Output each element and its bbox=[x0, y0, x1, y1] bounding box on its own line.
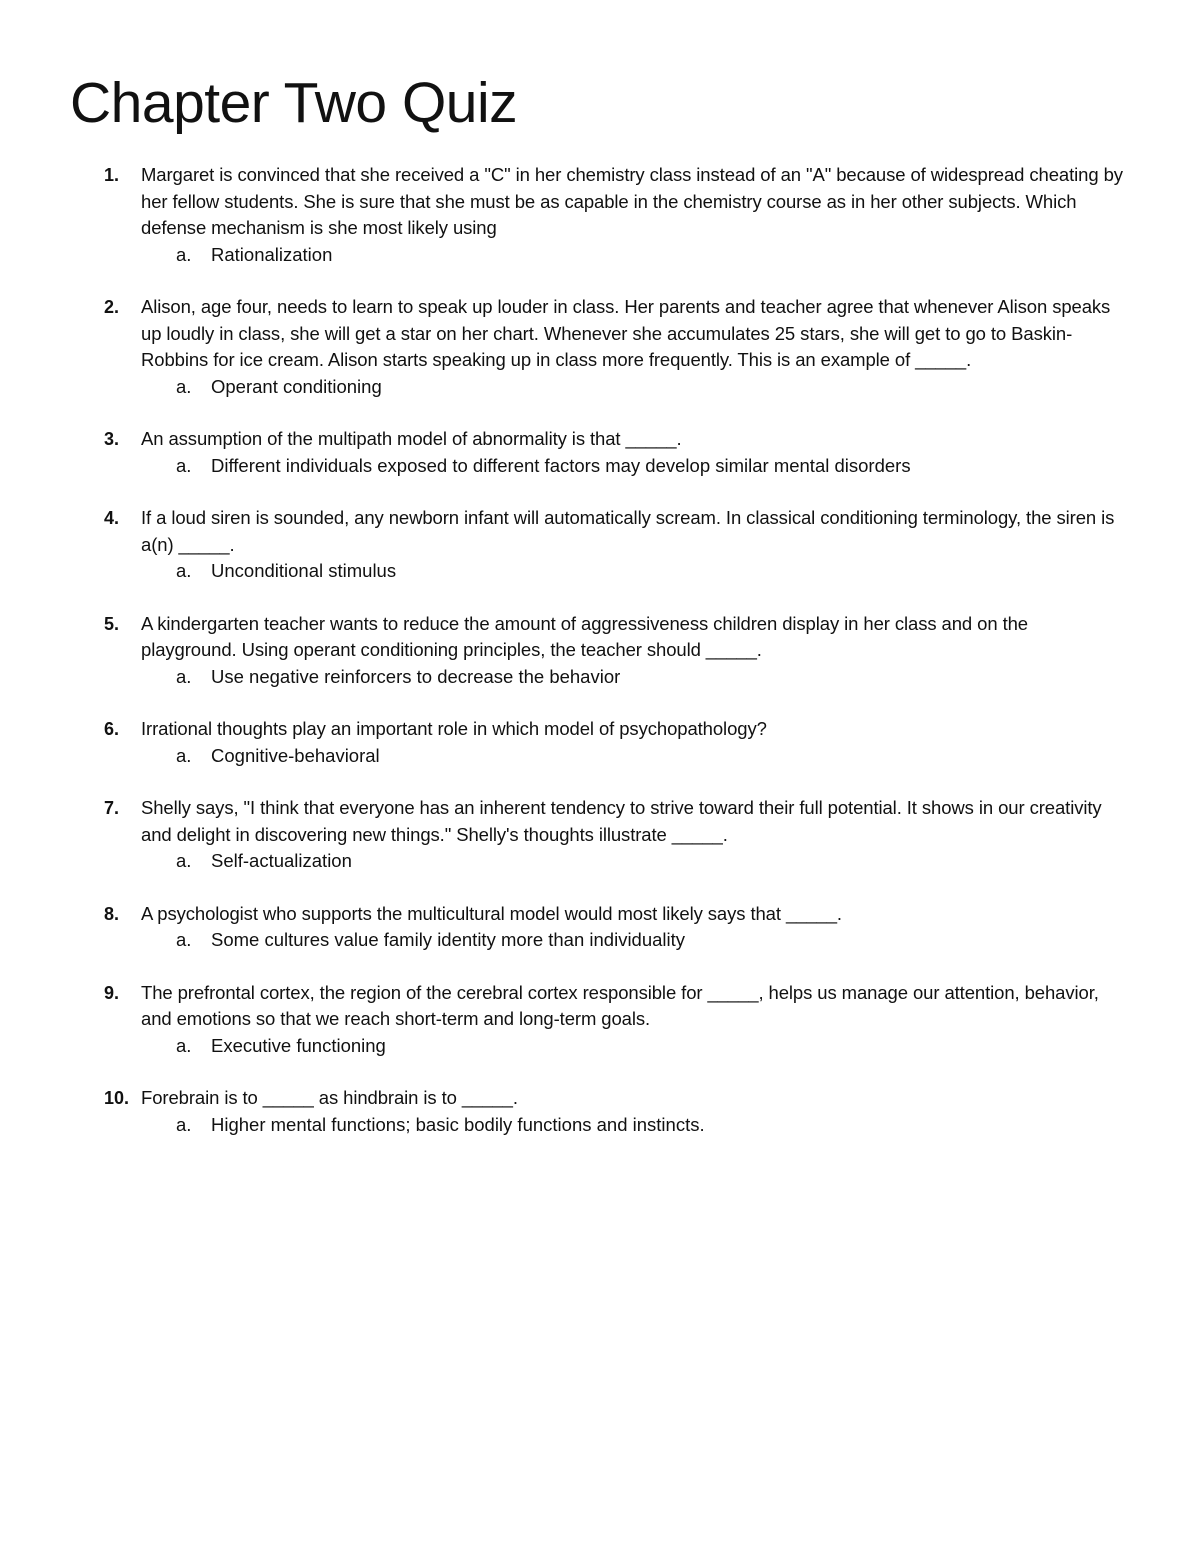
question-item bbox=[0, 426, 1200, 479]
answer-item bbox=[0, 664, 1200, 691]
answer-letter: a. bbox=[176, 560, 192, 581]
answer-letter: a. bbox=[176, 375, 192, 397]
question-number: 5. bbox=[104, 613, 120, 634]
answer-text: Self-actualization bbox=[211, 850, 352, 871]
question-number: 2. bbox=[104, 297, 120, 317]
question-item bbox=[0, 294, 1200, 400]
answer-letter: a. bbox=[176, 454, 192, 476]
question-number: 9. bbox=[104, 982, 120, 1003]
answer-letter: a. bbox=[176, 1113, 192, 1135]
question-text: Margaret is convinced that she received a "C" in her chemistry class instead of an "A" because of widespread cheating by her fellow students. She is sure that she must be as capable in the chemistry course as in her other subjects. Which defense mechanism is she most likely using bbox=[141, 164, 1123, 238]
question-item bbox=[0, 980, 1200, 1060]
answer-item bbox=[0, 1112, 1200, 1139]
question-list bbox=[0, 162, 1200, 1164]
answer-letter: a. bbox=[176, 243, 192, 265]
answer-text: Different individuals exposed to different factors may develop similar mental disorders bbox=[211, 454, 911, 476]
answer-letter: a. bbox=[176, 744, 192, 766]
answer-item bbox=[0, 453, 1200, 480]
question-number: 1. bbox=[104, 165, 120, 185]
question-text: A kindergarten teacher wants to reduce the amount of aggressiveness children display in her class and on the playground. Using operant conditioning principles, the teacher should _____. bbox=[141, 612, 1028, 660]
question-item bbox=[0, 795, 1200, 875]
answer-text: Higher mental functions; basic bodily functions and instincts. bbox=[211, 1113, 705, 1135]
answer-letter: a. bbox=[176, 665, 192, 687]
answer-text: Cognitive-behavioral bbox=[211, 744, 380, 766]
question-number: 7. bbox=[104, 798, 120, 818]
answer-item bbox=[0, 743, 1200, 770]
question-text: Shelly says, "I think that everyone has an inherent tendency to strive toward their full potential. It shows in our creativity and delight in discovering new things." Shelly's thoughts illustrate _____. bbox=[141, 797, 1102, 845]
answer-letter: a. bbox=[176, 850, 192, 871]
page-title: Chapter Two Quiz bbox=[70, 71, 518, 135]
answer-letter: a. bbox=[176, 1034, 192, 1056]
answer-item bbox=[0, 1033, 1200, 1060]
question-text: An assumption of the multipath model of abnormality is that _____. bbox=[141, 428, 682, 449]
question-item bbox=[0, 716, 1200, 769]
question-text: Irrational thoughts play an important role in which model of psychopathology? bbox=[141, 718, 767, 739]
question-number: 10. bbox=[104, 1088, 130, 1108]
answer-item bbox=[0, 927, 1200, 954]
question-text: If a loud siren is sounded, any newborn infant will automatically scream. In classical conditioning terminology, the siren is a(n) _____. bbox=[141, 507, 1115, 555]
question-item bbox=[0, 162, 1200, 268]
question-text: A psychologist who supports the multicultural model would most likely says that _____. bbox=[141, 902, 842, 924]
answer-item bbox=[0, 558, 1200, 585]
question-item bbox=[0, 1085, 1200, 1138]
question-number: 6. bbox=[104, 719, 120, 739]
question-item bbox=[0, 901, 1200, 954]
answer-text: Executive functioning bbox=[211, 1034, 386, 1056]
answer-text: Unconditional stimulus bbox=[211, 560, 397, 581]
question-number: 3. bbox=[104, 429, 120, 449]
answer-text: Operant conditioning bbox=[211, 375, 382, 397]
question-number: 4. bbox=[104, 508, 120, 528]
question-text: The prefrontal cortex, the region of the cerebral cortex responsible for _____, helps us manage our attention, behavior, and emotions so that we reach short-term and long-term goals. bbox=[141, 981, 1099, 1029]
answer-item bbox=[0, 374, 1200, 401]
question-text: Alison, age four, needs to learn to speak up louder in class. Her parents and teacher agree that whenever Alison speaks up loudly in class, she will get a star on her chart. Whenever she accumulates 25 stars, she will get to go to Baskin-Robbins for ice cream. Alison starts speaking up in class more frequently. This is an example of _____. bbox=[141, 296, 1111, 370]
question-text: Forebrain is to _____ as hindbrain is to _____. bbox=[141, 1087, 518, 1108]
answer-letter: a. bbox=[176, 929, 192, 950]
answer-text: Rationalization bbox=[211, 243, 333, 265]
answer-text: Use negative reinforcers to decrease the behavior bbox=[211, 665, 621, 687]
answer-item bbox=[0, 242, 1200, 269]
question-item bbox=[0, 505, 1200, 585]
answer-item bbox=[0, 848, 1200, 875]
question-item bbox=[0, 611, 1200, 691]
question-number: 8. bbox=[104, 903, 120, 924]
answer-text: Some cultures value family identity more than individuality bbox=[211, 929, 686, 950]
